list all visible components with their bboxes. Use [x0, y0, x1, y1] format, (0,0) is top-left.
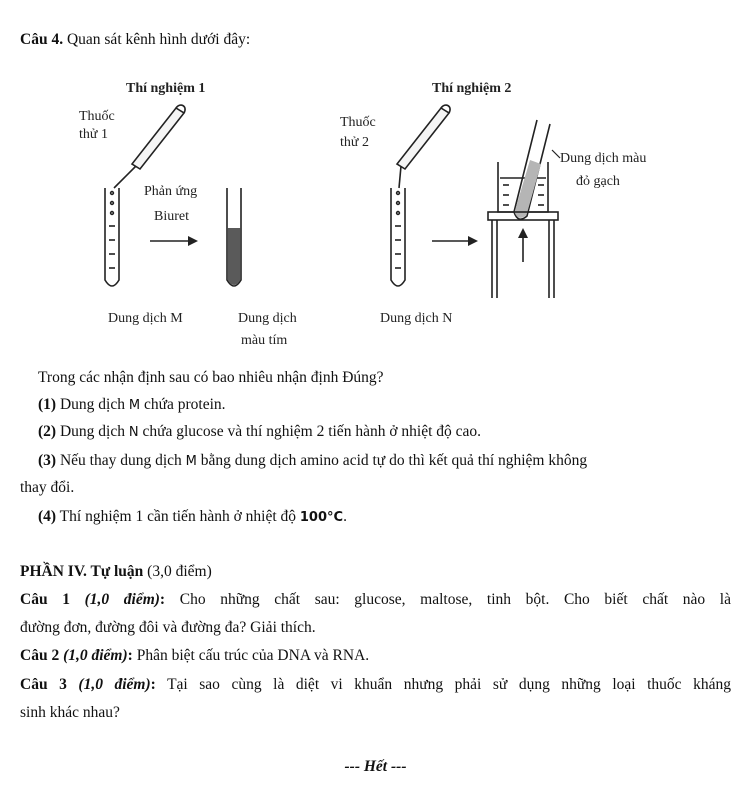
essay-points: (1,0 điểm) — [69, 591, 160, 608]
reagent-1-label-line1: Thuốc — [79, 109, 115, 124]
essay-colon: : — [127, 647, 133, 664]
tube-n — [391, 188, 405, 286]
variable-m: M — [185, 454, 197, 469]
statement-text: bằng dung dịch amino acid tự do thì kết quả thí nghiệm không — [196, 452, 588, 469]
variable-m: M — [128, 398, 141, 413]
statement-text: chứa glucose và thí nghiệm 2 tiến hành ở nhiệt độ cao. — [138, 423, 482, 440]
statement-text: Dung dịch — [56, 423, 129, 440]
end-marker: --- Hết --- — [344, 758, 407, 775]
essay-text: Tại sao cùng là diệt vi khuẩn nhưng phải sử dụng những loại thuốc kháng — [155, 676, 731, 693]
essay-2 — [20, 646, 369, 666]
statement-3-continuation: thay đổi. — [20, 479, 75, 496]
solution-n-label: Dung dịch N — [380, 311, 453, 326]
temperature-value: 100°C — [299, 510, 344, 525]
statement-text: . — [343, 508, 347, 525]
essay-label: Câu 3 — [20, 676, 67, 693]
reagent-1-label-line2: thử 1 — [79, 127, 108, 142]
tube-m — [105, 188, 119, 286]
solution-purple-label-line2: màu tím — [241, 333, 288, 348]
part-4-title: PHẦN IV. Tự luận — [20, 563, 144, 580]
variable-n: N — [128, 425, 139, 440]
solution-purple-label-line1: Dung dịch — [238, 311, 297, 326]
experiment-figure — [0, 0, 751, 360]
essay-3 — [20, 675, 731, 695]
essay-text: Phân biệt cấu trúc của DNA và RNA. — [132, 647, 370, 664]
reaction-label-line1: Phản ứng — [144, 184, 198, 199]
tube-red — [514, 120, 550, 219]
statement-3 — [38, 451, 587, 472]
statement-number: (4) — [38, 508, 57, 525]
essay-label: Câu 2 — [20, 647, 60, 664]
statement-number: (2) — [38, 423, 57, 440]
statement-2 — [38, 422, 481, 443]
statement-1 — [38, 395, 226, 416]
essay-label: Câu 1 — [20, 591, 70, 608]
statement-number: (3) — [38, 452, 57, 469]
essay-points: (1,0 điểm) — [66, 676, 151, 693]
arrow-2 — [432, 236, 478, 246]
dropper-2 — [397, 105, 450, 188]
part-4-header — [20, 562, 212, 582]
part-4-score: (3,0 điểm) — [143, 563, 212, 580]
experiment-1-title: Thí nghiệm 1 — [126, 81, 206, 96]
question-4-label: Câu 4. — [20, 31, 64, 48]
arrow-1 — [150, 236, 198, 246]
statement-number: (1) — [38, 396, 57, 413]
question-prompt: Trong các nhận định sau có bao nhiêu nhận định Đúng? — [38, 369, 384, 386]
solution-red-label-line1: Dung dịch màu — [560, 151, 647, 166]
statement-text: Thí nghiệm 1 cần tiến hành ở nhiệt độ — [56, 508, 300, 525]
dropper-1 — [114, 105, 185, 188]
essay-3-continuation: sinh khác nhau? — [20, 704, 120, 721]
essay-points: (1,0 điểm) — [59, 647, 128, 664]
reagent-2-label-line2: thử 2 — [340, 135, 369, 150]
statement-4 — [38, 507, 347, 528]
statement-text: Nếu thay dung dịch — [56, 452, 186, 469]
red-solution-pointer — [552, 150, 560, 158]
reaction-label-line2: Biuret — [154, 209, 189, 224]
essay-colon: : — [150, 676, 156, 693]
experiment-2-title: Thí nghiệm 2 — [432, 81, 512, 96]
essay-1 — [20, 590, 731, 610]
solution-m-label: Dung dịch M — [108, 311, 183, 326]
essay-colon: : — [159, 591, 166, 608]
tube-purple — [227, 188, 241, 286]
reagent-2-label-line1: Thuốc — [340, 115, 376, 130]
statement-text: chứa protein. — [140, 396, 226, 413]
question-4-text: Quan sát kênh hình dưới đây: — [63, 31, 251, 48]
essay-text: Cho những chất sau: glucose, maltose, tinh bột. Cho biết chất nào là — [165, 591, 731, 608]
statement-text: Dung dịch — [56, 396, 129, 413]
solution-red-label-line2: đỏ gạch — [576, 174, 620, 189]
essay-1-continuation: đường đơn, đường đôi và đường đa? Giải thích. — [20, 619, 316, 636]
heat-arrow — [518, 228, 528, 262]
